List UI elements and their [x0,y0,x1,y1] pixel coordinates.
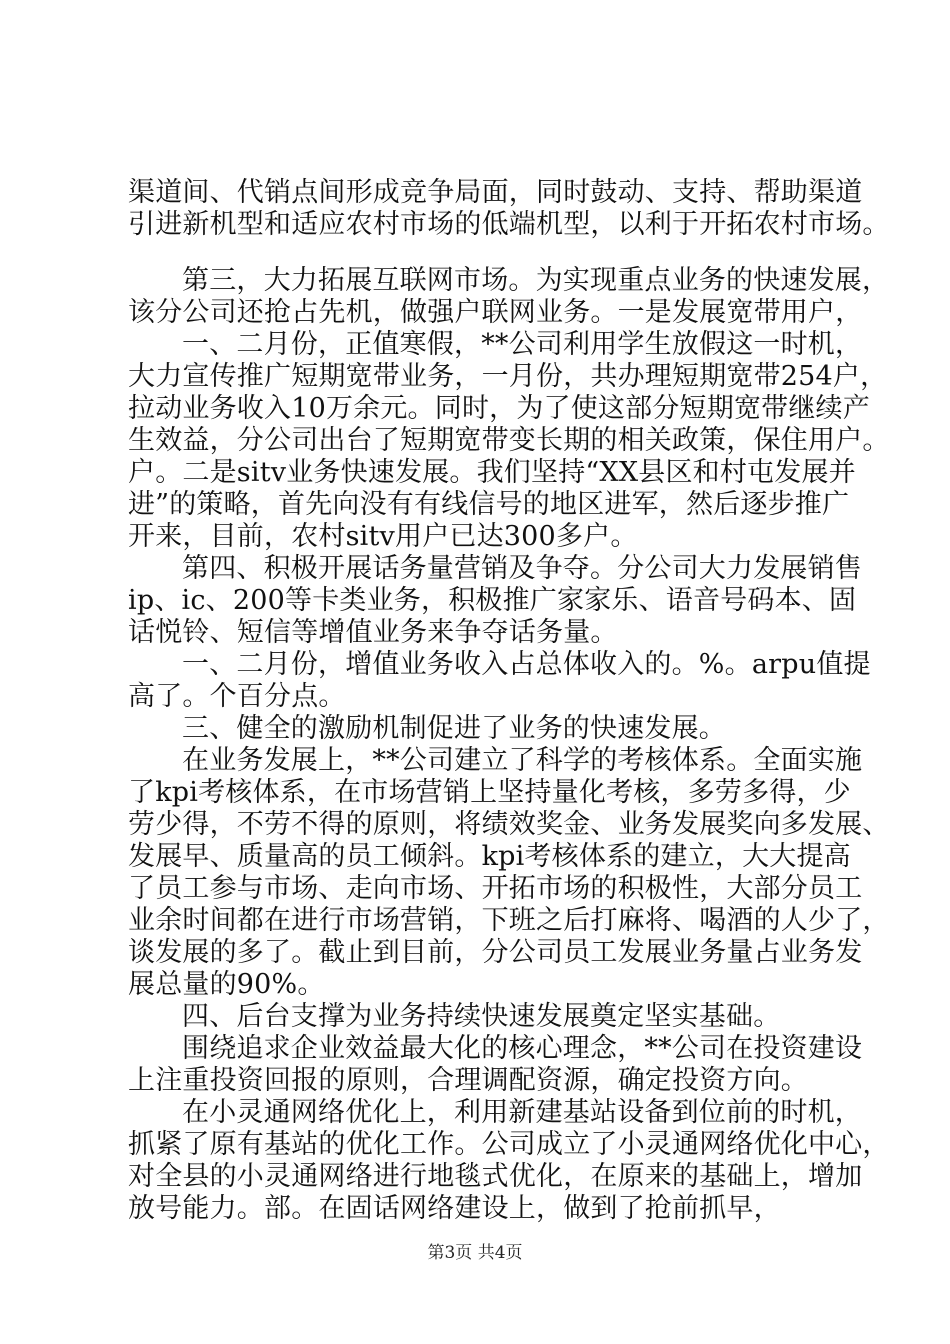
body-text-line: 谈发展的多了。截止到目前，分公司员工发展业务量占业务发 [128,937,863,968]
body-text-line: 业余时间都在进行市场营销，下班之后打麻将、喝酒的人少了， [128,905,890,936]
body-text-line: 引进新机型和适应农村市场的低端机型，以利于开拓农村市场。 [128,209,890,240]
section-heading: 四、后台支撑为业务持续快速发展奠定坚实基础。 [182,1001,781,1032]
body-text-line: 第四、积极开展话务量营销及争夺。分公司大力发展销售 [182,553,862,584]
body-text-line: 一、二月份，增值业务收入占总体收入的。%。arpu值提 [182,649,871,680]
body-text-line: 放号能力。部。在固话网络建设上，做到了抢前抓早， [128,1193,781,1224]
body-text-line: 在小灵通网络优化上，利用新建基站设备到位前的时机， [182,1097,862,1128]
body-text-line: 对全县的小灵通网络进行地毯式优化，在原来的基础上，增加 [128,1161,863,1192]
body-text-line: 渠道间、代销点间形成竞争局面，同时鼓动、支持、帮助渠道 [128,177,863,208]
body-text-line: ip、ic、200等卡类业务，积极推广家家乐、语音号码本、固 [128,585,857,616]
section-heading: 三、健全的激励机制促进了业务的快速发展。 [182,713,726,744]
page-number: 第3页 共4页 [427,1243,523,1263]
body-text-line: 该分公司还抢占先机，做强户联网业务。一是发展宽带用户， [128,297,863,328]
body-text-line: 高了。个百分点。 [128,681,346,712]
body-text-line: 抓紧了原有基站的优化工作。公司成立了小灵通网络优化中心， [128,1129,890,1160]
body-text-line: 发展早、质量高的员工倾斜。kpi考核体系的建立，大大提高 [128,841,851,872]
body-text-line: 户。二是sitv业务快速发展。我们坚持“XX县区和村屯发展并 [128,457,856,488]
body-text-line: 在业务发展上，**公司建立了科学的考核体系。全面实施 [182,745,863,776]
body-text-line: 第三，大力拓展互联网市场。为实现重点业务的快速发展， [182,265,890,296]
body-text-line: 上注重投资回报的原则，合理调配资源，确定投资方向。 [128,1065,808,1096]
body-text-line: 话悦铃、短信等增值业务来争夺话务量。 [128,617,618,648]
body-text-line: 开来，目前，农村sitv用户已达300多户。 [128,521,638,552]
body-text-line: 生效益，分公司出台了短期宽带变长期的相关政策，保住用户。 [128,425,890,456]
body-text-line: 了员工参与市场、走向市场、开拓市场的积极性，大部分员工 [128,873,863,904]
body-text-line: 拉动业务收入10万余元。同时，为了使这部分短期宽带继续产 [128,393,870,424]
body-text-line: 进”的策略，首先向没有有线信号的地区进军，然后逐步推广 [128,489,850,520]
body-text-line: 了kpi考核体系，在市场营销上坚持量化考核，多劳多得，少 [128,777,851,808]
body-text-line: 劳少得，不劳不得的原则，将绩效奖金、业务发展奖向多发展、 [128,809,890,840]
body-text-line: 围绕追求企业效益最大化的核心理念，**公司在投资建设 [182,1033,863,1064]
body-text-line: 大力宣传推广短期宽带业务，一月份，共办理短期宽带254户， [128,361,888,392]
body-text-line: 展总量的90%。 [128,969,325,1000]
body-text-line: 一、二月份，正值寒假，**公司利用学生放假这一时机， [182,329,863,360]
page-footer [0,1242,950,1264]
